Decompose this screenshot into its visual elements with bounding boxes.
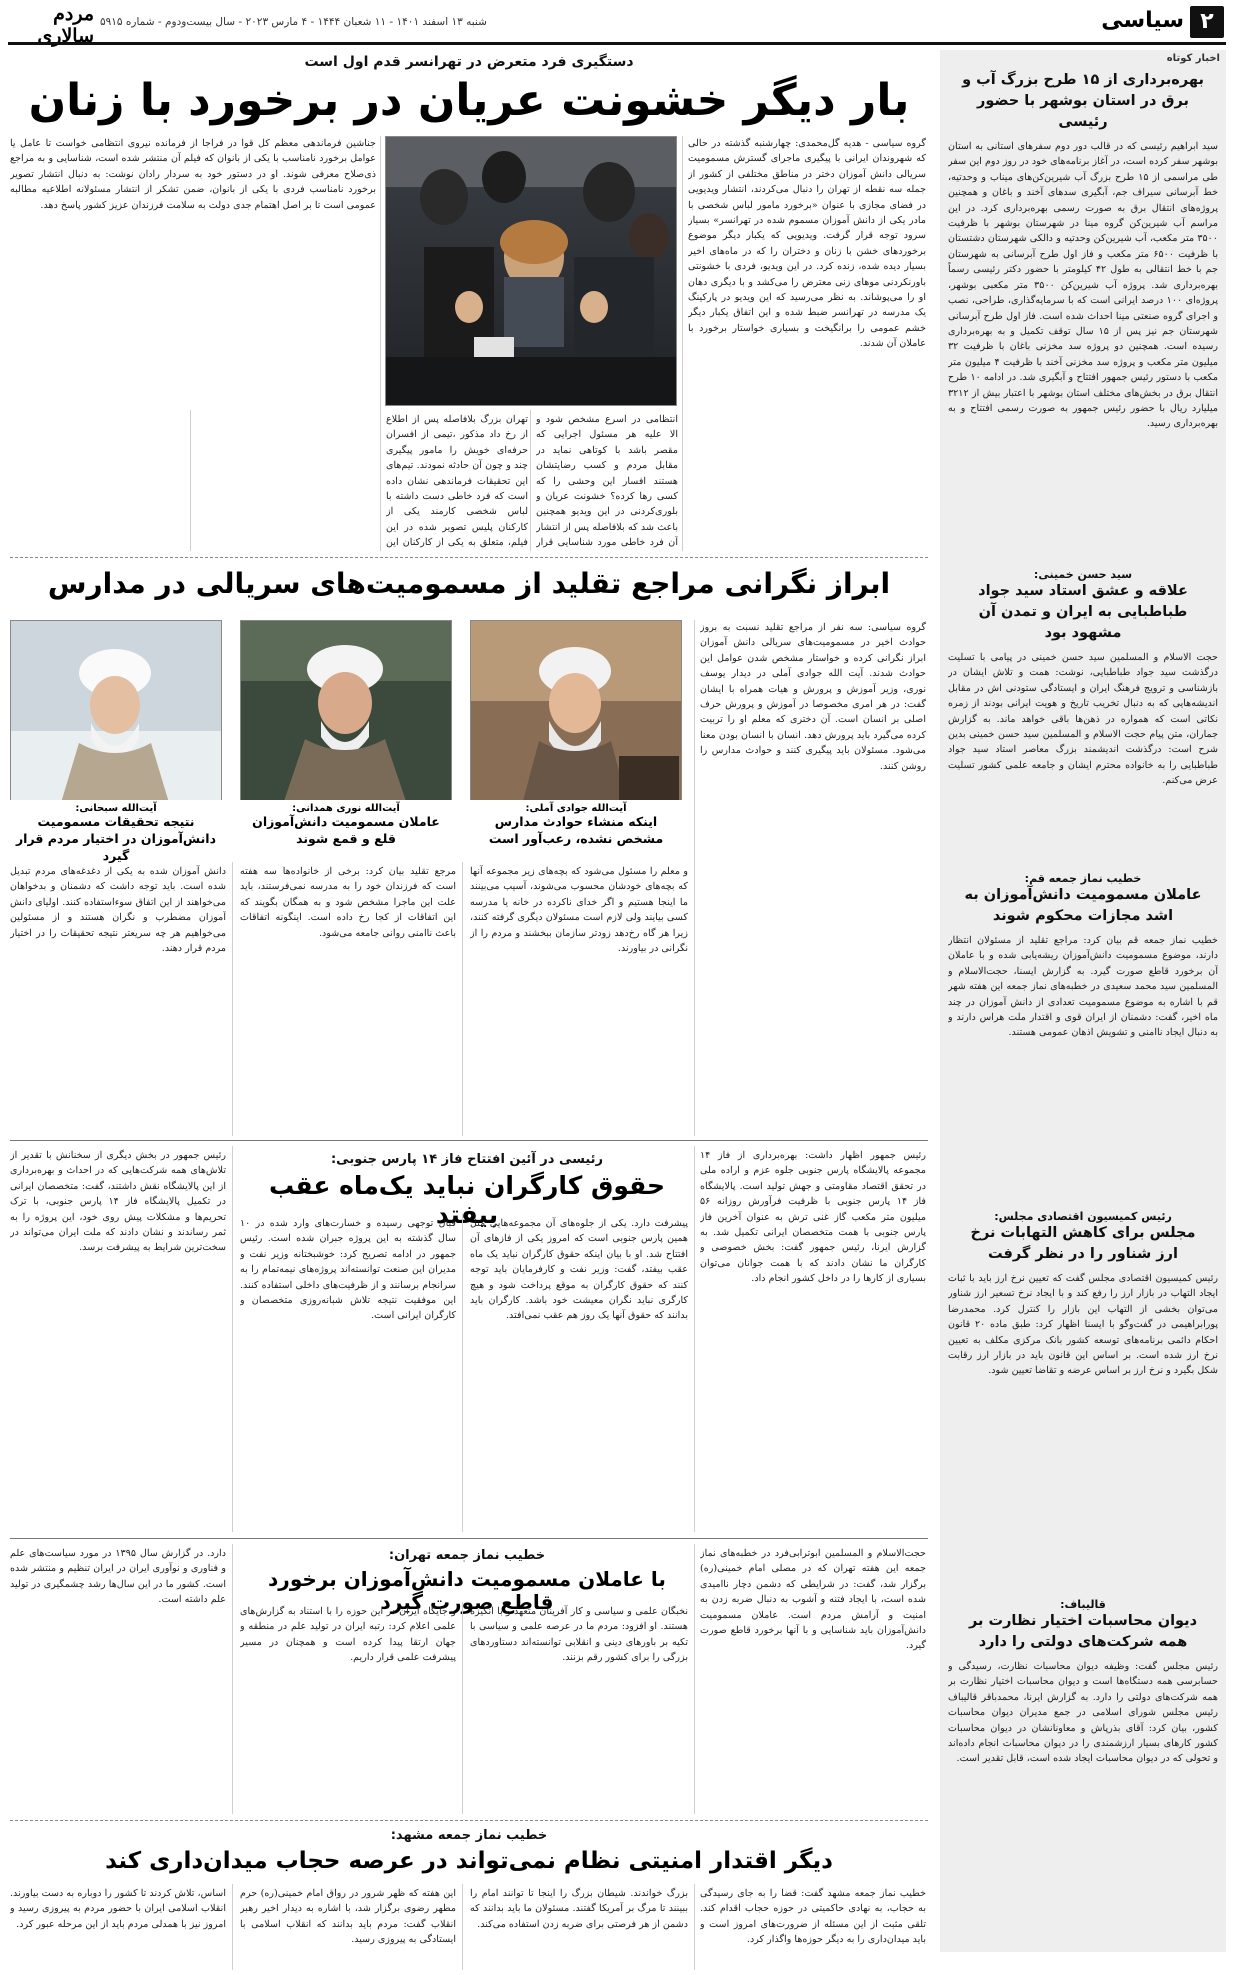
article4-headline: با عاملان مسمومیت دانش‌آموزان برخورد قاطع صورت گیرد <box>268 1567 666 1614</box>
column-rule <box>462 1214 463 1532</box>
article3-column: رئیس جمهور اظهار داشت: بهره‌برداری از فاز ۱۴ مجموعه پالایشگاه پارس جنوبی جلوه عزم و اراده ملی در تحقق اقتصاد مقاومتی و جهش تولید است. پالایشگاه فاز ۱۴ پارس جنوبی با ظرفیت فرآورش روزانه ۵۶ میلیون متر مکعب گاز غنی ترش به عنوان آخرین فاز پارس جنوبی با همت متخصصان ایرانی تکمیل شد. به گزارش ایرنا، رئیس جمهور گفت: بخش خصوصی و کارگران ما نشان دادند که با همت جوانان می‌توان بسیاری از کارها را در داخل کشور انجام داد. <box>700 1150 926 1285</box>
column-rule <box>694 620 695 1136</box>
column-rule <box>682 136 683 551</box>
column-rule <box>530 410 531 551</box>
cleric-portrait-image <box>470 621 681 815</box>
article4-column: حجت‌الاسلام و المسلمین ابوترابی‌فرد در خطبه‌های نماز جمعه این هفته تهران که در مصلی امام خمینی(ره) برگزار شد، گفت: در شرایطی که دشمن دچار ناامیدی شده است، با ایجاد فتنه و آشوب به دنبال ضربه زدن به امنیت و آرامش مردم است. عاملان مسمومیت دانش‌آموزان باید شناسایی و با آنها برخورد قاطع صورت گیرد. <box>700 1548 926 1652</box>
cleric-photo <box>470 620 682 815</box>
sidebar-kicker: خطیب نماز جمعه قم: <box>1024 872 1142 885</box>
article4-column: و جایگاه ایران در این حوزه را با استناد به گزارش‌های علمی اعلام کرد: رتبه ایران در تولید علم در منطقه و جهان ارتقا پیدا کرده است و همچنان در مسیر پیشرفت علمی قرار داریم. <box>240 1606 456 1664</box>
masthead <box>0 0 1234 47</box>
article4-kicker: خطیب نماز جمعه تهران: <box>388 1548 546 1563</box>
masthead-rule <box>8 42 1226 45</box>
column-rule <box>232 1884 233 1970</box>
sidebar-item <box>948 872 1218 1202</box>
article3-column: رئیس جمهور در بخش دیگری از سخنانش با تقدیر از تلاش‌های همه شرکت‌هایی که در احداث و بهره‌برداری از این پالایشگاه نقش داشتند، گفت: متخصصان ایرانی در تکمیل پالایشگاه فاز ۱۴ پارس جنوبی، با ترک تحریم‌ها و مشکلات پیش روی خود، این پروژه را به ثمر رساندند و نشان دادند که ملت ایران می‌تواند در سخت‌ترین شرایط به پیشرفت برسد. <box>10 1150 226 1254</box>
column-rule <box>232 1544 233 1814</box>
cleric-portrait-image <box>10 621 221 815</box>
article1-kicker: دستگیری فرد متعرض در تهرانسر قدم اول است <box>304 54 634 70</box>
article1-column: تهران بزرگ بلافاصله پس از اطلاع از رخ داد مذکور ،تیمی از افسران حرفه‌ای خویش را مامور پیگیری چند و چون آن حادثه نمودند. تیم‌های این تحقیقات فرماندهی نشان داده است که فرد خاطی دست داشته با لباس شخصی کارمند یکی از کارکنان پلیس تصویر شده در این فیلم، متعلق به یکی از کارکنان این <box>386 414 528 549</box>
article2-column: گروه سیاسی: سه نفر از مراجع تقلید نسبت به بروز حوادث اخیر در مسمومیت‌های سریالی دانش آموزان ابراز نگرانی کرده و خواستار مشخص شدن عوامل این حوادث شدند. آیت الله جوادی آملی در دیدار یوسف نوری، وزیر آموزش و پرورش و هیات همراه با ایشان گفت: در هر امری مخصوصا در آموزش و پرورش حرف اصلی بر انسان است. آن دختری که معلم او را تربیت کرده می‌گیرد باید پرورش دهد. انسان با انسان بودن معنا می‌شود. مسئولان باید پیگیری کنند و حوادث مدارس را روشن کنند. <box>700 622 926 772</box>
article5-column: بزرگ خواندند. شیطان بزرگ را اینجا تا توانند امام را ببینند تا مرگ بر آمریکا گفتند. مسئولان ما باید بدانند که دشمن از هر فرصتی برای ضربه زدن استفاده می‌کند. <box>470 1888 688 1930</box>
sidebar-body: حجت الاسلام و المسلمین سید حسن خمینی در پیامی با تسلیت درگذشت سید جواد طباطبایی، نوشت: همت و تلاش ایشان در بازشناسی و ترویج فرهنگ ایران و ایستادگی ستودنی اش در مقابل اندیشه‌هایی که به دنبال تخریب تاریخ و هویت ایرانی بودند از زمره نکاتی است که همواره در ذهن‌ها باقی خواهد ماند. به گزارش جماران، متن پیام حجت الاسلام و المسلمین سید حسن خمینی بدین شرح است: درگذشت اندیشمند بزرگ معاصر استاد سید جواد طباطبایی را به خانواده محترم ایشان و جامعه علمی کشور تسلیت عرض می‌کنم. <box>948 652 1218 787</box>
sidebar-item <box>948 568 1218 863</box>
column-rule <box>232 1146 233 1532</box>
sidebar-item <box>948 70 1218 560</box>
cleric-quote: عاملان مسمومیت دانش‌آموزان قلع و قمع شوند <box>252 814 440 846</box>
article1-headline: بار دیگر خشونت عریان در برخورد با زنان <box>28 75 910 126</box>
cleric-name: آیت‌الله سبحانی: <box>75 803 157 814</box>
newspaper-logo: مردم سالاری <box>37 3 94 47</box>
column-rule <box>380 136 381 551</box>
article5-column: خطیب نماز جمعه مشهد گفت: قضا را به جای رسیدگی به حجاب، به نهادی حاکمیتی در حوزه حجاب اقدام کند. تلقی مثبت از این مسئله از ضرورت‌های امروز است و باید میدان‌داری را به دیگر حوزه‌ها واگذار کرد. <box>700 1888 926 1946</box>
section-separator <box>10 1820 928 1821</box>
article2-column: مرجع تقلید بیان کرد: برخی از خانواده‌ها سه هفته است که فرزندان خود را به مدرسه نمی‌فرستند، باید علت این ماجرا مشخص شود و به همگان بگویند که این اتفاقات از کجا رخ داده است. اینگونه اتفاقات باعث ناامنی روانی جامعه می‌شود. <box>240 866 456 939</box>
cleric-caption <box>10 800 222 863</box>
article4-column: نخبگان علمی و سیاسی و کار آفرینان متعهد و با انگیزه هستند. او افزود: مردم ما در عرصه علمی و سیاسی با تکیه بر باورهای دینی و انقلابی توانسته‌اند دستاوردهای بزرگی را برای کشور رقم بزنند. <box>470 1606 688 1664</box>
sidebar-headline: دیوان محاسبات اختیار نظارت بر همه شرکت‌های دولتی را دارد <box>968 1613 1198 1651</box>
article5-column: اساس، تلاش کردند تا کشور را دوباره به دست بیاورند. انقلاب اسلامی ایران با حضور مردم به پیروزی رسید و امروز نیز با همدلی مردم باید از این مرحله عبور کرد. <box>10 1888 226 1930</box>
sidebar-label: اخبار کوتاه <box>1166 53 1220 64</box>
cleric-name: آیت‌الله نوری همدانی: <box>292 803 400 814</box>
section-title: سیاسی <box>1101 8 1184 33</box>
page-number-badge <box>1190 6 1224 38</box>
section-separator <box>10 1538 928 1539</box>
sidebar-body: خطیب نماز جمعه قم بیان کرد: مراجع تقلید از مسئولان انتظار دارند، موضوع مسمومیت دانش‌آموزان ریشه‌یابی شده و با عاملان آن برخورد قاطع صورت گیرد. به گزارش ایسنا، حجت‌الاسلام و المسلمین سید محمد سعیدی در خطبه‌های نماز جمعه این هفته شهر قم با اشاره به موضوع مسمومیت تعدادی از دانش آموزان در چند ماه اخیر، گفت: دشمنان از ایران قوی و اقتدار ملت هراس دارند و به دنبال ایجاد ناامنی و تشویش اذهان عمومی هستند. <box>948 935 1218 1039</box>
article1-column: گروه سیاسی - هدیه گل‌محمدی: چهارشنبه گذشته در حالی که شهروندان ایرانی با پیگیری ماجرای گسترش مسمومیت سریالی دانش آموزان دختر در مناطق مختلفی از کشور از جمله سه نقطه از تهران را دنبال می‌کردند، انتشار ویدیویی در فضای مجازی با عنوان «برخورد مامور لباس شخصی با مادر یکی از دانش آموزان مسموم شده در تهرانسر» بسیار سرود توجه قرار گرفت. ویدیویی که یکبار دیگر موضوع برخوردهای خشن با زنان و دختران را که در ماه‌های اخیر بسیار دیده شده، زنده کرد. در این ویدیو، فردی با خشونتی باورنکردنی موهای زنی معترض را می‌کشد و با دیگری دهان او را می‌پوشاند. به نظر می‌رسید که این ویدیو در پارکینگ یک مدرسه در تهرانسر ضبط شده و این اتفاق یکبار دیگر خشم عمومی را برانگیخت و بسیاری خواستار برخورد با عاملان آن شدند. <box>688 138 926 350</box>
sidebar-kicker: قالیباف: <box>1060 1598 1106 1611</box>
article3-kicker: رئیسی در آئین افتتاح فاز ۱۴ پارس جنوبی: <box>330 1152 604 1167</box>
cleric-photo <box>10 620 222 815</box>
article5-column: این هفته که ظهر شرور در رواق امام خمینی(ره) حرم مطهر رضوی برگزار شد، با اشاره به دیدار اخیر رهبر انقلاب گفت: مردم باید بدانند که انقلاب اسلامی با ایستادگی به پیروزی رسید. <box>240 1888 456 1946</box>
cleric-photo <box>240 620 452 815</box>
section-separator <box>10 557 928 558</box>
cleric-portrait-image <box>240 621 451 815</box>
sidebar-headline: علاقه و عشق استاد سید جواد طباطبایی به ایران و تمدن آن مشهود بود <box>978 583 1188 642</box>
sidebar-body: رئیس مجلس گفت: وظیفه دیوان محاسبات نظارت، رسیدگی و حسابرسی همه دستگاه‌ها است و دیوان محاسبات اختیار نظارت بر همه شرکت‌های دولتی را دارد. به گزارش ایرنا، محمدباقر قالیباف رئیس مجلس شورای اسلامی در جمع مدیران دیوان محاسبات کشور، بیان کرد: آقای بذرپاش و معاونانشان در دیوان محاسبات کشور کارهای بسیار ارزشمندی را در دیوان محاسبات انجام داده‌اند و تحولی که در دیوان محاسبات ایجاد شده است، قابل تقدیر است. <box>948 1661 1218 1765</box>
column-rule <box>462 1602 463 1814</box>
sidebar-body: سید ابراهیم رئیسی که در قالب دور دوم سفرهای استانی به استان بوشهر سفر کرده است، در آغاز برنامه‌های خود در روز دوم این سفر طی مراسمی از ۱۵ طرح بزرگ آب شیرین‌کن‌های میناب و وحدتیه، خط آبرسانی سیراف جم، آبگیری سدهای آخند و باغان و همچنین پروژه‌های انتقال برق به صورت رسمی بهره‌برداری کرد. در این مراسم آب شیرین‌کن گروه مینا در شهرستان بوشهر با ظرفیت ۳۵۰۰ متر مکعب، آب شیرین‌کن وحدتیه و دالکی شهرستان دشتستان با ظرفیت ۶۵۰۰ متر مکعب و فاز اول طرح آبرسانی به شهرستان جم با خط انتقالی به طول ۴۲ کیلومتر با حضور دکتر رئیسی رسماً بهره‌برداری شد. پروژه آب شیرین‌کن ۳۵۰۰ متر مکعبی بوشهر، پروژه‌ای ۱۰۰ درصد ایرانی است که با سرمایه‌گذاری، طراحی، نصب و اجرای گروه صنعتی مینا احداث شده است. فاز اول طرح آبرسانی شهرستان جم نیز پس از ۱۵ سال توقف تکمیل و به بهره‌برداری رسیده است. همچنین دو پروژه سد مخزنی باغان با ظرفیت ۳۲ میلیون متر مکعب و پروژه سد مخزنی آخند با ظرفیت ۴ میلیون متر مکعب با دستور رئیس جمهور افتتاح و آبگیری شد. در ادامه ۱۰ طرح انتقال برق در بخش‌های مختلف استان بوشهر با اعتبار بیش از ۳۲۱۲ میلیارد ریال با حضور رئیس جمهور به صورت رسمی افتتاح و به بهره‌برداری رسید. <box>948 141 1218 430</box>
column-rule <box>462 862 463 1136</box>
article2-headline: ابراز نگرانی مراجع تقلید از مسمومیت‌های سریالی در مدارس <box>47 567 891 600</box>
article2-column: و معلم را مسئول می‌شود که بچه‌های زیر مجموعه آنها که بچه‌های خودشان محسوب می‌شوند، آسیب می‌بینند ما اینجا هستیم و اگر خدای ناکرده در خانه یا مدرسه کسی بیایند ولی لازم است مسئولان دیگری گرفته کنند، زیرا هر گاه رخ‌دهد زودتر سازمان ببخشند و مردم را از نگرانی در بیاورند. <box>470 866 688 955</box>
cleric-quote: اینکه منشاء حوادث مدارس مشخص نشده، رعب‌آور است <box>488 814 664 846</box>
sidebar <box>940 50 1226 1952</box>
protest-photo <box>385 136 677 406</box>
article1-column: جناشین فرماندهی معظم کل قوا در فراجا از فرمانده نیروی انتظامی خواست تا عامل یا عوامل برخورد نامناسب با یکی از بانوان که فیلم آن منتشر شده است، شناسایی و به مراجع ذی‌صلاح معرفی شوند. او در دستور خود به سردار رادان نوشت: به دنبال انتشار تصویر برخورد نامناسب فردی با یکی از بانوان، ضمن تشکر از انتشار مسئولانه اطلاعیه مطالبه عمومی است تا بر اصل اهتمام جدی دولت به سلامت فرزندان عزیز کشور پاسخ دهد. <box>10 138 376 211</box>
column-rule <box>694 1146 695 1532</box>
sidebar-kicker: رئیس کمیسیون اقتصادی مجلس: <box>994 1210 1172 1223</box>
cleric-caption <box>470 800 682 858</box>
dateline: شنبه ۱۳ اسفند ۱۴۰۱ - ۱۱ شعبان ۱۴۴۴ - ۴ مارس ۲۰۲۳ - سال بیست‌ودوم - شماره ۵۹۱۵ <box>100 16 487 28</box>
cleric-quote: نتیجه تحقیقات مسمومیت دانش‌آموزان در اختیار مردم قرار گیرد <box>15 814 216 863</box>
article3-column: پیشرفت دارد. یکی از جلوه‌های آن مجموعه‌هایی مثل همین پارس جنوبی است که امروز یکی از فازهای آن افتتاح شد. او با بیان اینکه حقوق کارگران نباید یک ماه عقب بیفتد، گفت: وزیر نفت و کارفرمایان باید توجه کنند که حقوق کارگران به موقع پرداخت شود و هیچ کارگری نباید نگران معیشت خود باشد. کارگران باید بدانند که حقوق آنها یک روز هم عقب نمی‌افتد. <box>470 1218 688 1322</box>
article1-column: انتظامی در اسرع مشخص شود و الا علیه هر مسئول اجرایی که مقصر باشد با کوتاهی نماید در مقابل مردم و کسب رضایتشان هستند افسار این وحشی را که کسی رها کرده؟ خشونت عریان و بلوری‌کردنی در این ویدیو همچنین باعث شد که بلافاصله پس از انتشار آن فرد خاطی مورد شناسایی قرار <box>536 414 678 549</box>
article3-headline: حقوق کارگران نباید یک‌ماه عقب بیفتد <box>268 1171 666 1229</box>
article5-headline: دیگر اقتدار امنیتی نظام نمی‌تواند در عرصه حجاب میدان‌داری کند <box>105 1848 833 1874</box>
column-rule <box>232 862 233 1136</box>
sidebar-headline: عاملان مسمومیت دانش‌آموزان به اشد مجازات محکوم شوند <box>964 887 1202 925</box>
column-rule <box>462 1884 463 1970</box>
article5-kicker: خطیب نماز جمعه مشهد: <box>390 1828 548 1843</box>
sidebar-headline: مجلس برای کاهش التهابات نرخ ارز شناور را در نظر گرفت <box>970 1225 1196 1263</box>
column-rule <box>694 1544 695 1814</box>
article2-column: دانش آموزان شده به یکی از دغدغه‌های مردم تبدیل شده است. باید توجه داشت که دشمنان و بدخواهان می‌خواهند از این اتفاق سوءاستفاده کنند. اولیای دانش آموزان مضطرب و نگران هستند و از مسئولین می‌خواهیم هر چه سریعتر نتیجه تحقیقات را در اختیار مردم قرار دهند. <box>10 866 226 955</box>
sidebar-headline: بهره‌برداری از ۱۵ طرح بزرگ آب و برق در استان بوشهر با حضور رئیسی <box>962 72 1204 131</box>
cleric-name: آیت‌الله جوادی آملی: <box>525 803 627 814</box>
article3-column: قبال توجهی رسیده و خسارت‌های وارد شده در ۱۰ سال گذشته به این پروژه جبران شده است. رئیس جمهور در ادامه تصریح کرد: خوشبختانه وزیر نفت و مدیران این صنعت توانسته‌اند پروژه‌های نیمه‌تمام را به سرانجام برسانند و از ظرفیت‌های داخلی استفاده کنند. این موفقیت نتیجه تلاش شبانه‌روزی متخصصان و کارگران ایرانی است. <box>240 1218 456 1322</box>
sidebar-body: رئیس کمیسیون اقتصادی مجلس گفت که تعیین نرخ ارز باید با ثبات ایجاد التهاب در بازار ارز را رفع کند و با ایجاد نرخ تسعیر ارز شناور می‌توان بخشی از التهاب این بازار را کنترل کرد. محمدرضا پورابراهیمی در گفت‌وگو با ایسنا اظهار کرد: طبق ماده ۲۰ قانون احکام دائمی برنامه‌های توسعه کشور بانک مرکزی مکلف به تعیین نرخ ارز شده است. بر اساس این قانون باید در بازار ارز رقابت شکل بگیرد و نرخ ارز بر اساس عرضه و تقاضا تعیین شود. <box>948 1273 1218 1377</box>
sidebar-item <box>948 1598 1218 1948</box>
sidebar-item <box>948 1210 1218 1590</box>
crowd-scuffle-image <box>385 137 676 406</box>
cleric-caption <box>240 800 452 858</box>
page-number: ۲ <box>1200 9 1214 34</box>
column-rule <box>694 1884 695 1970</box>
sidebar-kicker: سید حسن خمینی: <box>1033 568 1133 581</box>
article4-column: دارد. در گزارش سال ۱۳۹۵ در مورد سیاست‌های علم و فناوری و نوآوری ایران در ایران تنظیم و منتشر شده است. کشور ما در این سال‌ها رشد چشمگیری در تولید علم داشته است. <box>10 1548 226 1606</box>
section-separator <box>10 1140 928 1141</box>
